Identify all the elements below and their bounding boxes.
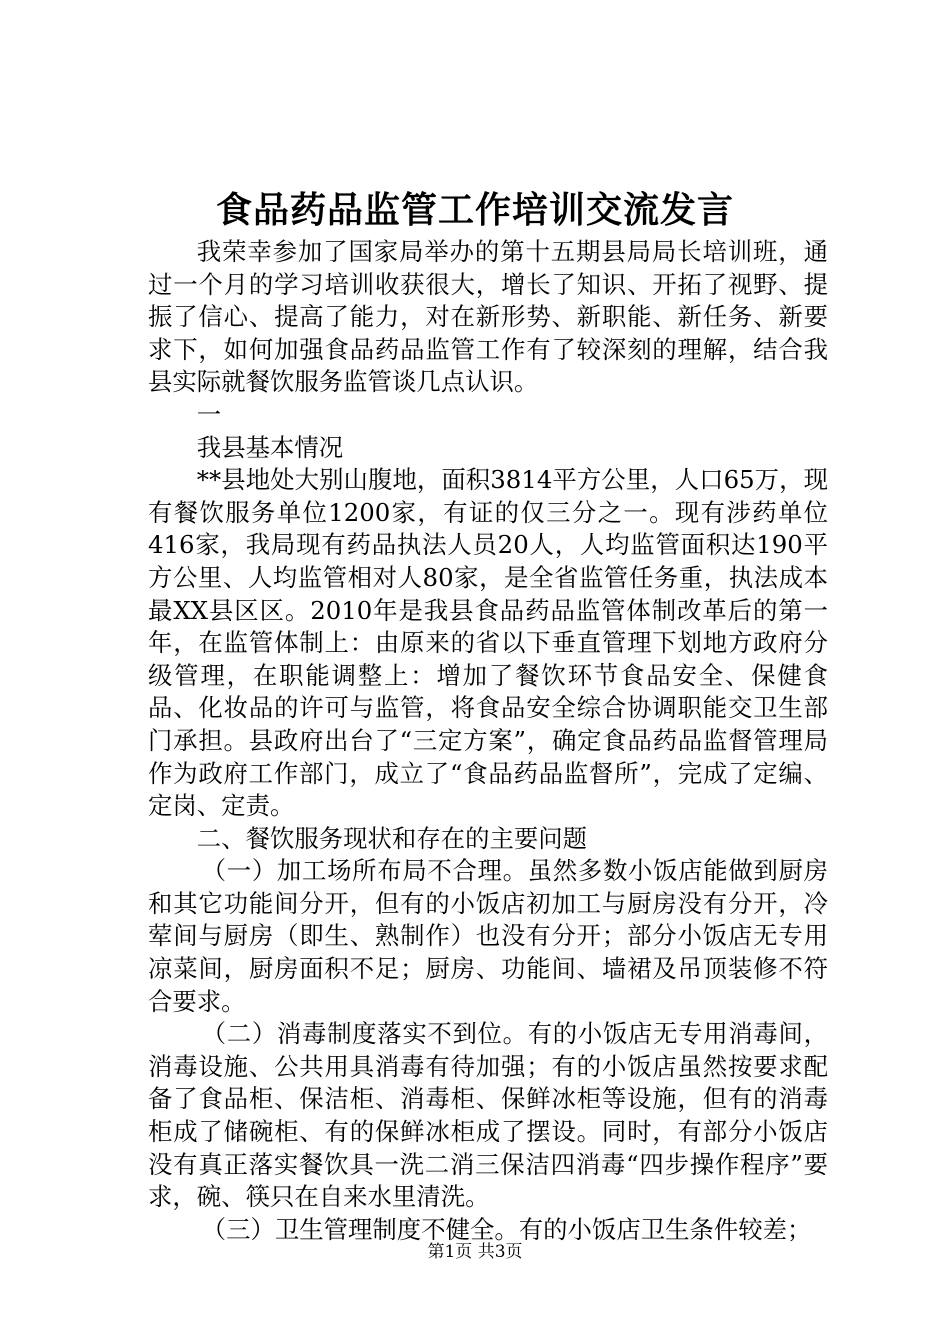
document-title: 食品药品监管工作培训交流发言 [215, 189, 734, 231]
paragraph-problem-3: （三）卫生管理制度不健全。有的小饭店卫生条件较差； [201, 1214, 812, 1244]
section-heading-problems: 二、餐饮服务现状和存在的主要问题 [196, 823, 588, 853]
page-footer: 第1页 共3页 [427, 1242, 523, 1262]
section-heading-basic-situation: 我县基本情况 [196, 432, 344, 462]
paragraph-basic-situation: **县地处大别山腹地，面积3814平方公里，人口65万，现有餐饮服务单位1200家，有证的仅三分之一。现有涉药单位416家，我局现有药品执法人员20人，人均监管面积达190平方公里、人均监管相对人80家，是全省监管任务重，执法成本最XX县区区。2010年是我县食品药品监管体制改革后的第一年，在监管体制上：由原来的省以下垂直管理下划地方政府分级管理，在职能调整上：增加了餐饮环节食品安全、保健食品、化妆品的许可与监管，将食品安全综合协调职能交卫生部门承担。县政府出台了“三定方案”，确定食品药品监督管理局作为政府工作部门，成立了“食品药品监督所”，完成了定编、定岗、定责。 [148, 465, 828, 821]
paragraph-problem-2: （二）消毒制度落实不到位。有的小饭店无专用消毒间，消毒设施、公共用具消毒有待加强；有的小饭店虽然按要求配备了食品柜、保洁柜、消毒柜、保鲜冰柜等设施，但有的消毒柜成了储碗柜、有的保鲜冰柜成了摆设。同时，有部分小饭店没有真正落实餐饮具一洗二消三保洁四消毒“四步操作程序”要求，碗、筷只在自来水里清洗。 [148, 1019, 828, 1212]
section-number: 一 [196, 399, 222, 429]
paragraph-intro: 我荣幸参加了国家局举办的第十五期县局局长培训班，通过一个月的学习培训收获很大，增长了知识、开拓了视野、提振了信心、提高了能力，对在新形势、新职能、新任务、新要求下，如何加强食品药品监管工作有了较深刻的理解，结合我县实际就餐饮服务监管谈几点认识。 [148, 237, 828, 397]
document-body [148, 236, 828, 1246]
paragraph-problem-1: （一）加工场所布局不合理。虽然多数小饭店能做到厨房和其它功能间分开，但有的小饭店初加工与厨房没有分开，冷荤间与厨房（即生、熟制作）也没有分开；部分小饭店无专用凉菜间，厨房面积不足；厨房、功能间、墙裙及吊顶装修不符合要求。 [148, 856, 828, 1016]
